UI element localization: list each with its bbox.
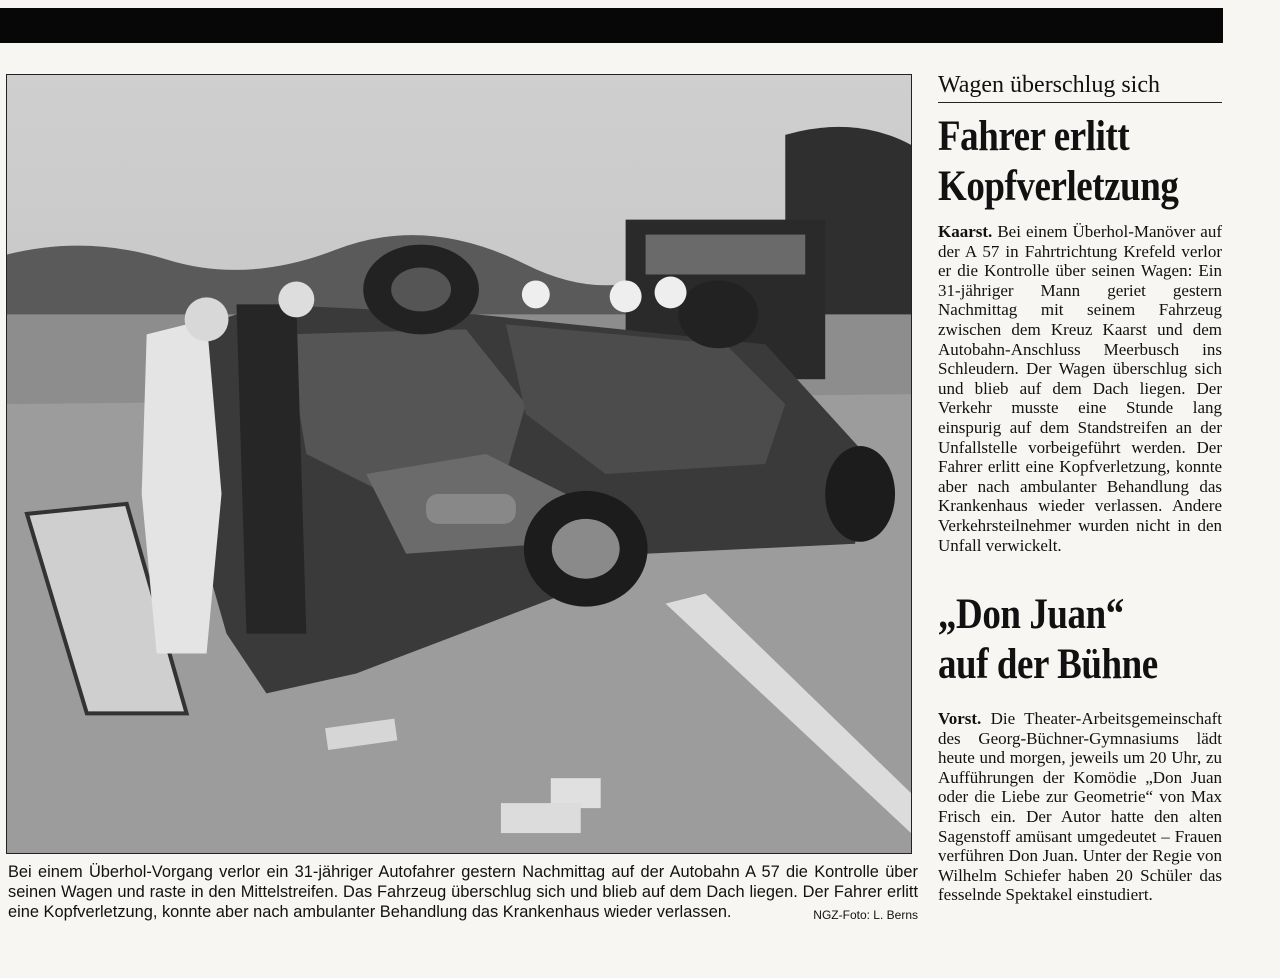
article2-body [938, 709, 1222, 905]
article1-kicker: Wagen überschlug sich [938, 70, 1222, 103]
article1-headline-line2: Kopfverletzung [938, 163, 1179, 210]
article2-headline [938, 590, 1222, 690]
article1-body [938, 222, 1222, 555]
top-black-bar [0, 8, 1223, 43]
article2-headline-line1: „Don Juan“ [938, 591, 1124, 638]
caption-text: Bei einem Überhol-Vorgang verlor ein 31-jähriger Autofahrer gestern Nachmittag auf der Autobahn A 57 die Kontrolle über seinen Wagen und raste in den Mittelstreifen. Das Fahrzeug überschlug sich und blieb auf dem Dach liegen. Der Fahrer erlitt eine Kopfverletzung, konnte aber nach ambulanter Behandlung das Krankenhaus wieder verlassen. [8, 863, 918, 921]
article1-text: Bei einem Überhol-Manöver auf der A 57 in Fahrtrichtung Krefeld verlor er die Kontrolle über seinen Wagen: Ein 31-jähriger Mann geriet gestern Nachmittag mit seinem Fahrzeug zwischen dem Kreuz Kaarst und dem Autobahn-Anschluss Meerbusch ins Schleudern. Der Wagen überschlug sich und blieb auf dem Dach liegen. Der Verkehr musste eine Stunde lang einspurig auf dem Standstreifen an der Unfallstelle vorbeigeführt werden. Der Fahrer erlitt eine Kopfverletzung, konnte aber nach ambulanter Behandlung das Krankenhaus wieder verlassen. Andere Verkehrsteilnehmer wurden nicht in den Unfall verwickelt. [938, 222, 1222, 555]
article1-headline [938, 112, 1222, 212]
article2-text: Die Theater-Arbeitsgemeinschaft des Georg-Büchner-Gymnasiums lädt heute und morgen, jeweils um 20 Uhr, zu Aufführungen der Komödie „Don Juan oder die Liebe zur Geometrie“ von Max Frisch ein. Der Autor hatte den alten Sagenstoff amüsant umgedeutet – Frauen verführen Don Juan. Unter der Regie von Wilhelm Schiefer haben 20 Schüler das fesselnde Spektakel einstudiert. [938, 709, 1222, 905]
photo-credit: NGZ-Foto: L. Berns [813, 908, 918, 922]
article1-dateline: Kaarst. [938, 222, 998, 241]
article2-headline-line2: auf der Bühne [938, 641, 1158, 688]
overturned-car-photo [6, 74, 912, 854]
photo-icon [7, 75, 911, 853]
article2-dateline: Vorst. [938, 709, 991, 728]
photo-caption [8, 862, 918, 925]
article1-headline-line1: Fahrer erlitt [938, 113, 1130, 160]
